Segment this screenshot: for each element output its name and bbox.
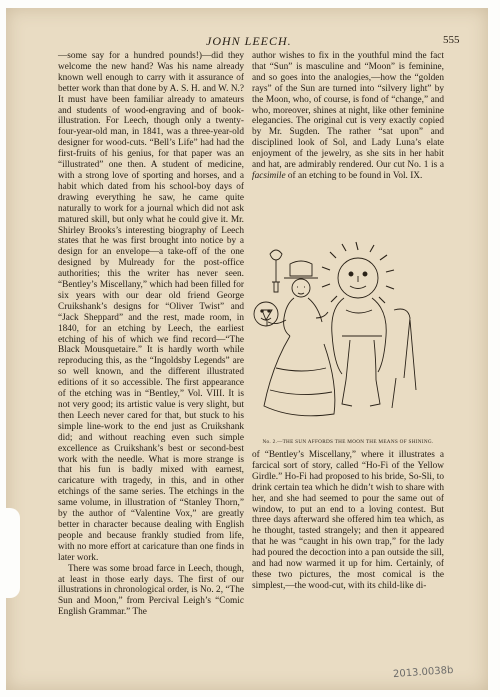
left-column-paragraph-2: There was some broad farce in Leech, though, at least in those early days. The first of our illustrations in chronological order, is No. 2, “The Sun and Moon,” from Percival Leigh’s “Comic English Grammar.” The <box>58 563 244 618</box>
left-column <box>58 51 244 618</box>
page-number: 555 <box>443 34 460 46</box>
right-column-bottom-paragraph: of “Bentley’s Miscellany,” where it illustrates a farcical sort of story, called “Ho-Fi of the Yellow Girdle.” Ho-Fi had proposed to his bride, So-Sli, to drink certain tea which he didn’t wish to share with her, and she had seemed to pour the same out of window, to put an end to a loving contest. But three days afterward she offered him tea which, as he thought, tasted strangely; and then it appeared that he was “caught in his own trap,” for the lady had poured the decoction into a pan outside the sill, and had now warmed it up for him. Certainly, of these two pictures, the most comical is the simplest,—the wood-cut, with its child-like di- <box>252 450 444 591</box>
left-column-paragraph-1: —some say for a hundred pounds!)—did they welcome the new hand? Was his name already known well enough to carry with it assurance of better work than that done by A. S. H. and W. N.? It must have been familiar already to amateurs and students of wood-engraving and of book-illustration. For Leech, though only a twenty-four-year-old man, in 1841, was a three-year-old designer for wood-cuts. “Bell’s Life” had had the first-fruits of his genius, for that paper was an “illustrated” one then. A student of medicine, with a strong love of sporting and horses, and a habit which dated from his school-boy days of drawing everything he saw, he came quite naturally to work for a journal which did not ask matured skill, but only what he could give it. Mr. Shirley Brooks’s interesting biography of Leech states that he was first brought into notice by a design for an envelope—a take-off of the one designed by Mulready for the post-office authorities; this the writer has never seen. “Bentley’s Miscellany,” which had been filled for six years with our dear old friend George Cruikshank’s designs for “Oliver Twist” and “Jack Sheppard” and the rest, made room, in 1840, for an etching by Leech, the earliest etching of his of which we find record—“The Black Mousquetaire.” It is hardly worth while reproducing this, as the “Ingoldsby Legends” are so well known, and the different illustrated editions of it so accessible. The first appearance of the etching was in “Bentley,” Vol. VIII. It is not very good; its artistic value is very slight, but then Leech never cared for that, but stuck to his simple line-work to the end just as Cruikshank did; and without reaching even such simple excellence as Cruikshank’s best or second-best work with the needle. What is more strange is that his fun is badly mixed with earnest, caricature with tragedy, in this, and in other etchings of the same series. The etchings in the same volume, in illustration of “Stanley Thorn,” by the author of “Valentine Vox,” are greatly better in character because dealing with English people and because frankly studied from life, with no more effort at caricature than one finds in later work. <box>58 51 244 563</box>
right-column-bottom <box>252 450 444 592</box>
facsimile-italic: facsimile <box>252 170 286 181</box>
right-column-top-paragraph <box>252 51 444 182</box>
right-column-top-text-b: of an etching to be found in Vol. IX. <box>285 170 423 181</box>
right-column-top-text-a: author wishes to fix in the youthful mind the fact that “Sun” is masculine and “Moon” is feminine, and so goes into the analogies,—how the “golden rays” of the Sun are turned into “silvery light” by the Moon, who, of course, is fond of “change,” and who, moreover, shines at night, like other feminine elegancies. The original cut is very exactly copied by Mr. Sugden. The rather “sat upon” and disciplined look of Sol, and Lady Luna’s elate enjoyment of the jewelry, as she sits in her habit and hat, are admirably rendered. Our cut No. 1 is a <box>252 51 444 171</box>
catalog-number: 2013.0038b <box>392 664 454 681</box>
running-head-title: JOHN LEECH. <box>206 34 292 48</box>
right-column-top <box>252 51 444 182</box>
figure-caption: No. 2.—THE SUN AFFORDS THE MOON THE MEANS OF SHINING. <box>262 439 434 445</box>
sun-and-moon-illustration <box>246 240 450 436</box>
